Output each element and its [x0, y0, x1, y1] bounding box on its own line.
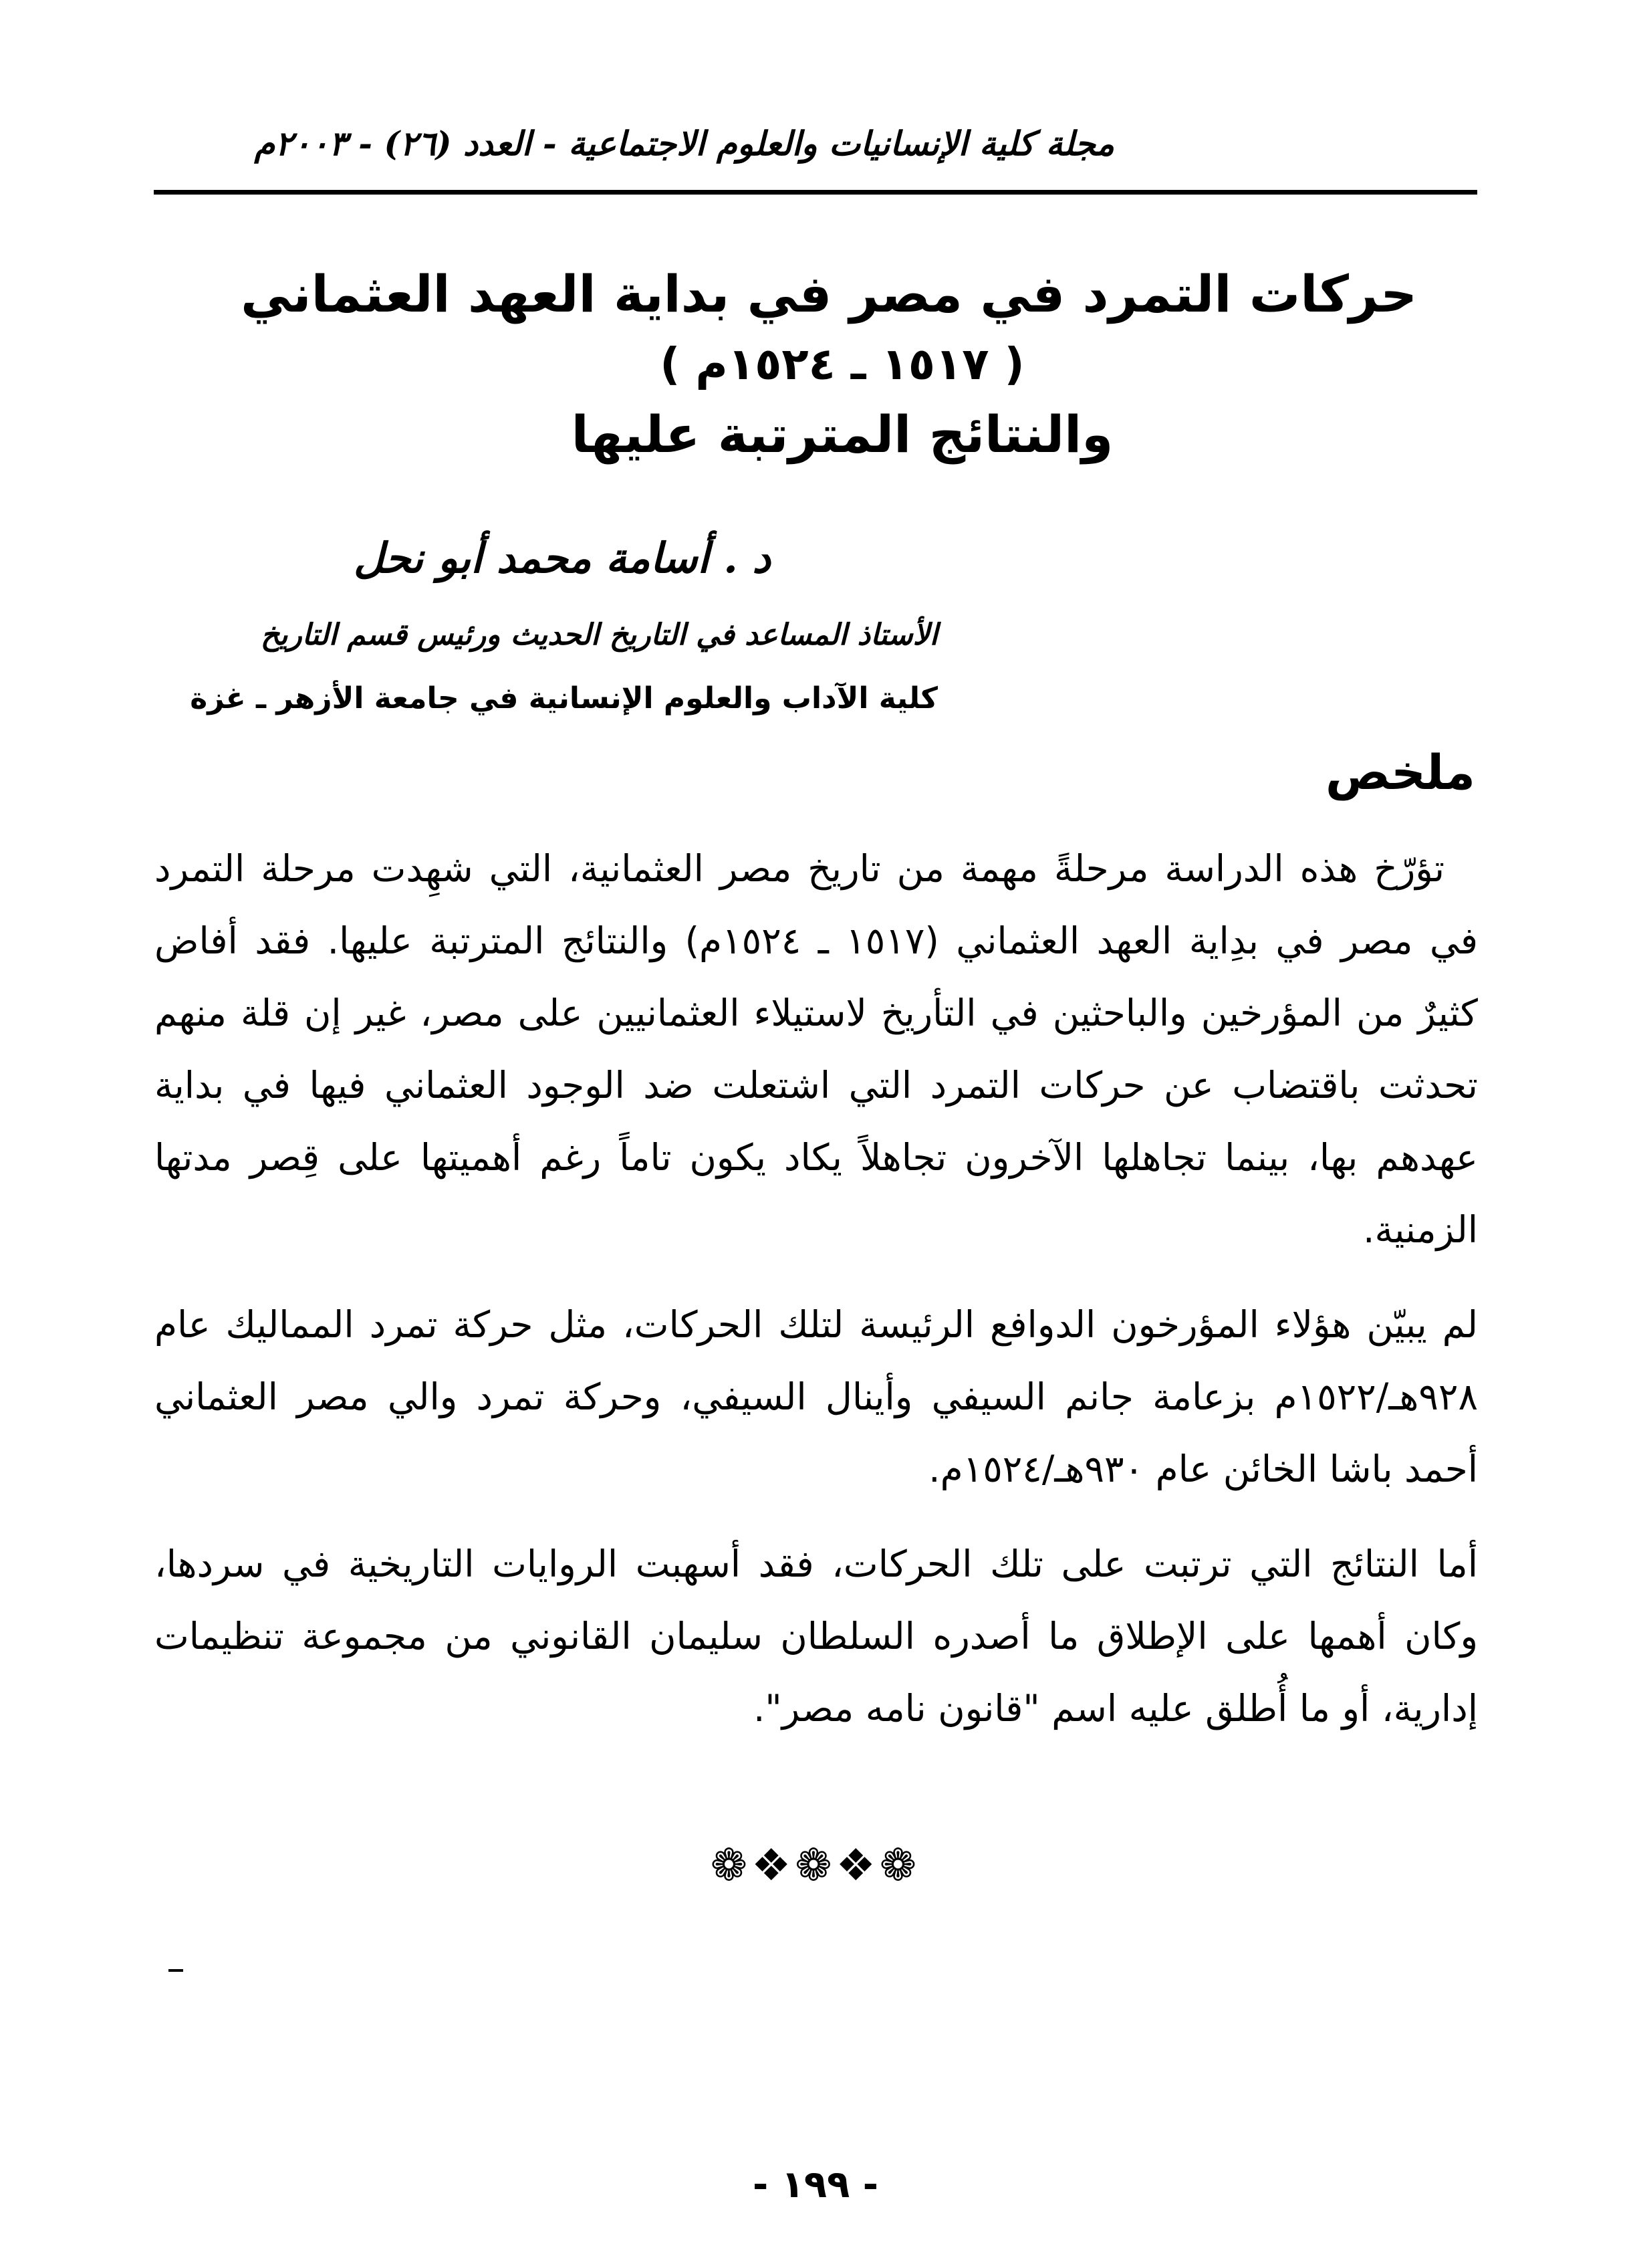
decorative-ornament: ❁❖❁❖❁ [710, 1839, 921, 1891]
header-divider [154, 190, 1477, 195]
article-title [241, 257, 1417, 471]
title-date-range: ( ١٥١٧ ـ ١٥٢٤م ) [660, 338, 1025, 390]
running-header: مجلة كلية الإنسانيات والعلوم الاجتماعية - العدد (٢٦) - ٢٠٠٣م [254, 124, 1114, 163]
page-number: - ١٩٩ - [752, 2163, 879, 2206]
author-institution: كلية الآداب والعلوم الإنسانية في جامعة الأزهر ـ غزة [190, 681, 938, 715]
abstract-paragraph: أما النتائج التي ترتبت على تلك الحركات، فقد أسهبت الروايات التاريخية في سردها، وكان أهمها على الإطلاق ما أصدره السلطان سليمان القانوني من مجموعة تنظيمات إدارية، أو ما أُطلق عليه اسم "قانون نامه مصر". [154, 1543, 1478, 1730]
title-line: والنتائج المترتبة عليها [571, 405, 1114, 464]
author-name: د . أسامة محمد أبو نحل [354, 534, 771, 582]
margin-mark [168, 1969, 183, 1972]
abstract-paragraph: تؤرّخ هذه الدراسة مرحلةً مهمة من تاريخ مصر العثمانية، التي شهِدت مرحلة التمرد في مصر في بدِاية العهد العثماني (١٥١٧ ـ ١٥٢٤م) والنتائج المترتبة عليها. فقد أفاض كثيرٌ من المؤرخين والباحثين في التأريخ لاستيلاء العثمانيين على مصر، غير إن قلة منهم تحدثت باقتضاب عن حركات التمرد التي اشتعلت ضد الوجود العثماني فيها في بداية عهدهم بها، بينما تجاهلها الآخرون تجاهلاً يكاد يكون تاماً رغم أهميتها على قِصر مدتها الزمنية. [154, 847, 1478, 1251]
abstract-paragraph: لم يبيّن هؤلاء المؤرخون الدوافع الرئيسة لتلك الحركات، مثل حركة تمرد المماليك عام ٩٢٨هـ/١٥٢٢م بزعامة جانم السيفي وأينال السيفي، وحركة تمرد والي مصر العثماني أحمد باشا الخائن عام ٩٣٠هـ/١٥٢٤م. [154, 1303, 1478, 1490]
author-position: الأستاذ المساعد في التاريخ الحديث ورئيس قسم التاريخ [260, 618, 938, 652]
title-line: حركات التمرد في مصر في بداية العهد العثماني [241, 264, 1417, 324]
abstract-body [154, 832, 1478, 1767]
abstract-heading: ملخص [1325, 744, 1475, 800]
